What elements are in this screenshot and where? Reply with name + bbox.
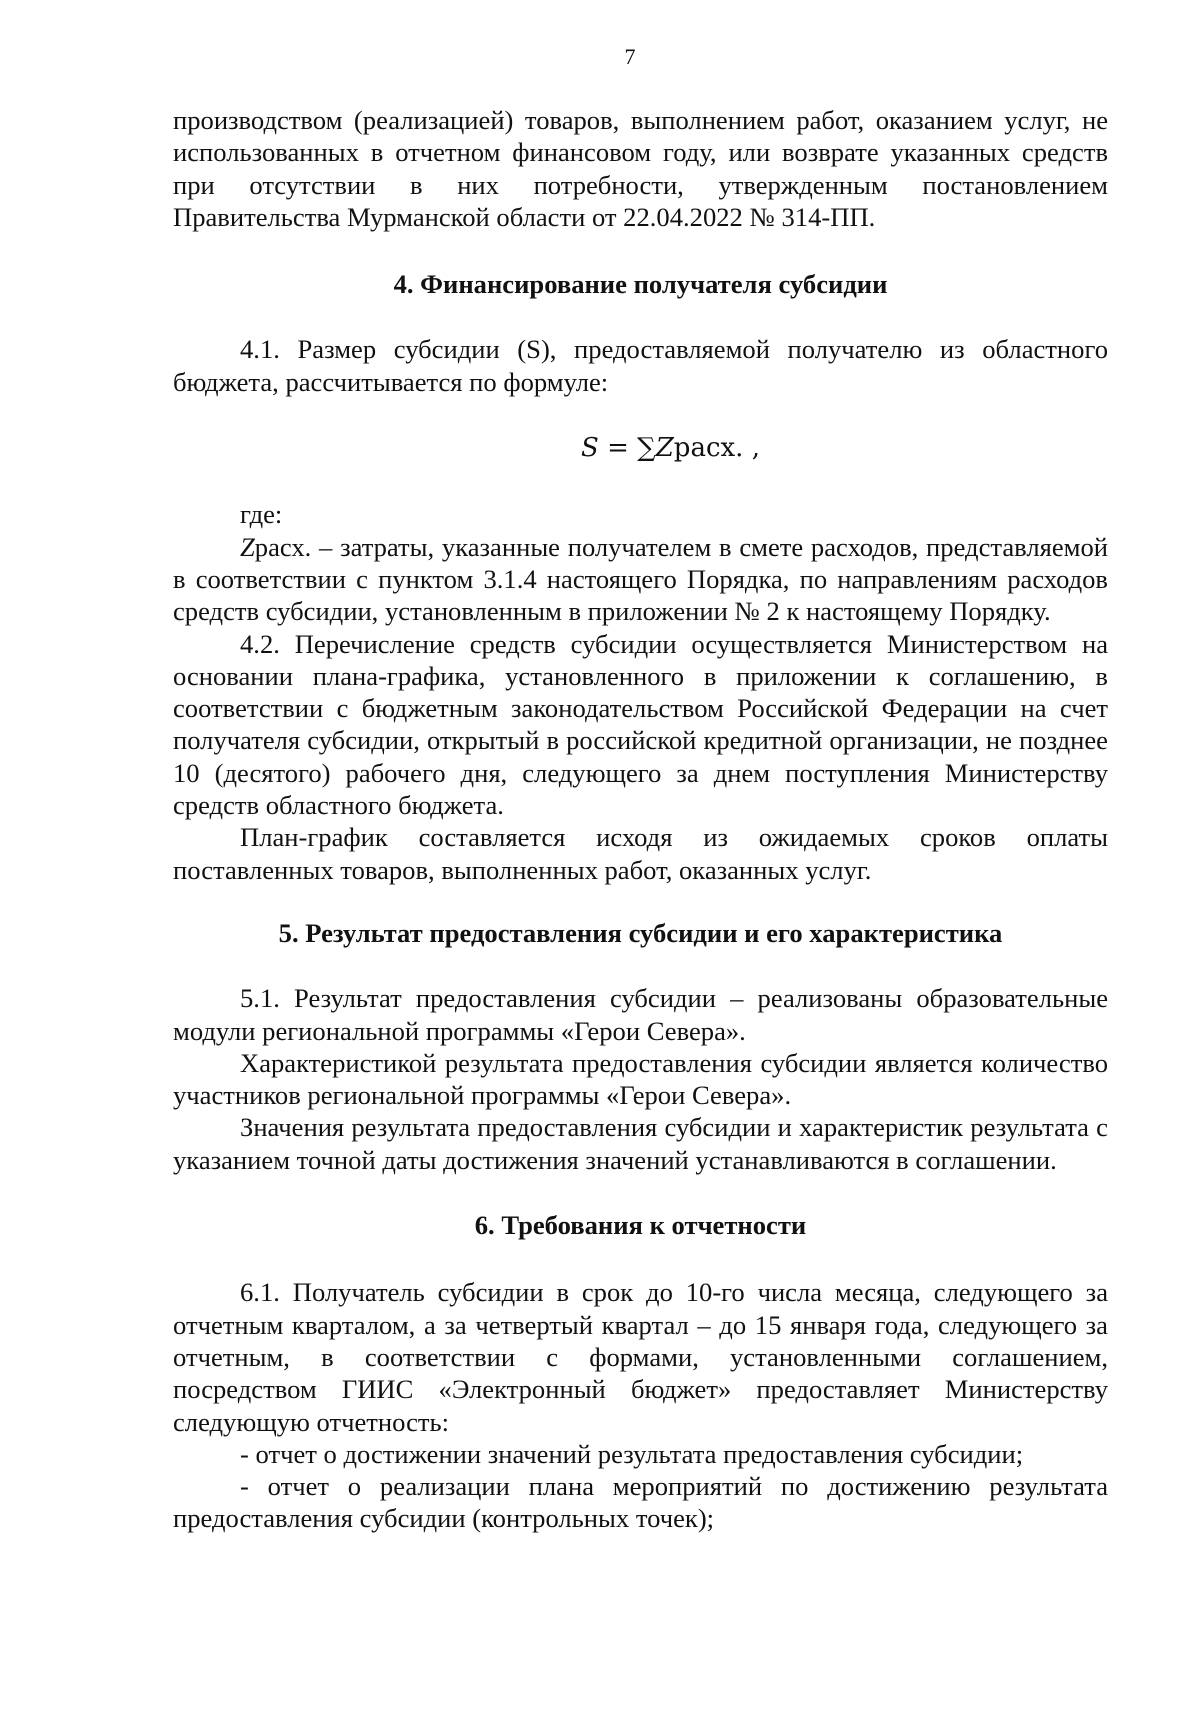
where-label: где: [240, 499, 283, 530]
report-item-plan: - отчет о реализации плана мероприятий по достижению результата предоставления субсидии (контрольных точек); [173, 1471, 1108, 1534]
z-definition-text: расх. – затраты, указанные получателем в смете расходов, представляемой в соответствии с пунктом 3.1.4 настоящего Порядка, по направлениям расходов средств субсидии, установленным в приложении № 2 к настоящему Порядку. [173, 531, 1108, 627]
formula-rhs: расх. [673, 433, 744, 464]
formula-equals: = [598, 433, 638, 464]
paragraph-4-1: 4.1. Размер субсидии (S), предоставляемой получателю из областного бюджета, рассчитывается по формуле: [173, 334, 1108, 397]
z-definition-var: Z [240, 531, 255, 562]
formula-tail: , [743, 433, 760, 464]
section-4-heading: 4. Финансирование получателя субсидии [393, 269, 888, 300]
paragraph-values: Значения результата предоставления субсидии и характеристик результата с указанием точной даты достижения значений устанавливаются в соглашении. [173, 1112, 1108, 1175]
document-body [173, 104, 1108, 1535]
formula-lhs: S [581, 433, 599, 464]
page-number: 7 [624, 44, 636, 69]
report-item-results: - отчет о достижении значений результата предоставления субсидии; [240, 1438, 1024, 1469]
z-definition [173, 531, 1108, 628]
formula [173, 432, 1108, 464]
paragraph-5-1: 5.1. Результат предоставления субсидии – реализованы образовательные модули региональной программы «Герои Севера». [173, 983, 1108, 1046]
section-5-heading: 5. Результат предоставления субсидии и его характеристика [278, 917, 1003, 948]
section-6-heading: 6. Требования к отчетности [474, 1210, 807, 1241]
intro-paragraph: производством (реализацией) товаров, выполнением работ, оказанием услуг, не использованных в отчетном финансовом году, или возврате указанных средств при отсутствии в них потребности, утвержденным постановлением Правительства Мурманской области от 22.04.2022 № 314-ПП. [173, 105, 1108, 232]
paragraph-4-2: 4.2. Перечисление средств субсидии осуществляется Министерством на основании плана-графика, установленного в приложении к соглашению, в соответствии с бюджетным законодательством Российской Федерации на счет получателя субсидии, открытый в российской кредитной организации, не позднее 10 (десятого) рабочего дня, следующего за днем поступления Министерству средств областного бюджета. [173, 628, 1108, 821]
paragraph-6-1: 6.1. Получатель субсидии в срок до 10-го числа месяца, следующего за отчетным кварталом, а за четвертый квартал – до 15 января года, следующего за отчетным, в соответствии с формами, установленными соглашением, посредством ГИИС «Электронный бюджет» предоставляет Министерству следующую отчетность: [173, 1277, 1108, 1437]
formula-sum-sign: ∑ [637, 433, 656, 464]
paragraph-plan-schedule: План-график составляется исходя из ожидаемых сроков оплаты поставленных товаров, выполненных работ, оказанных услуг. [173, 822, 1108, 885]
paragraph-characteristic: Характеристикой результата предоставления субсидии является количество участников региональной программы «Герои Севера». [173, 1047, 1108, 1111]
formula-z: Z [655, 433, 674, 464]
